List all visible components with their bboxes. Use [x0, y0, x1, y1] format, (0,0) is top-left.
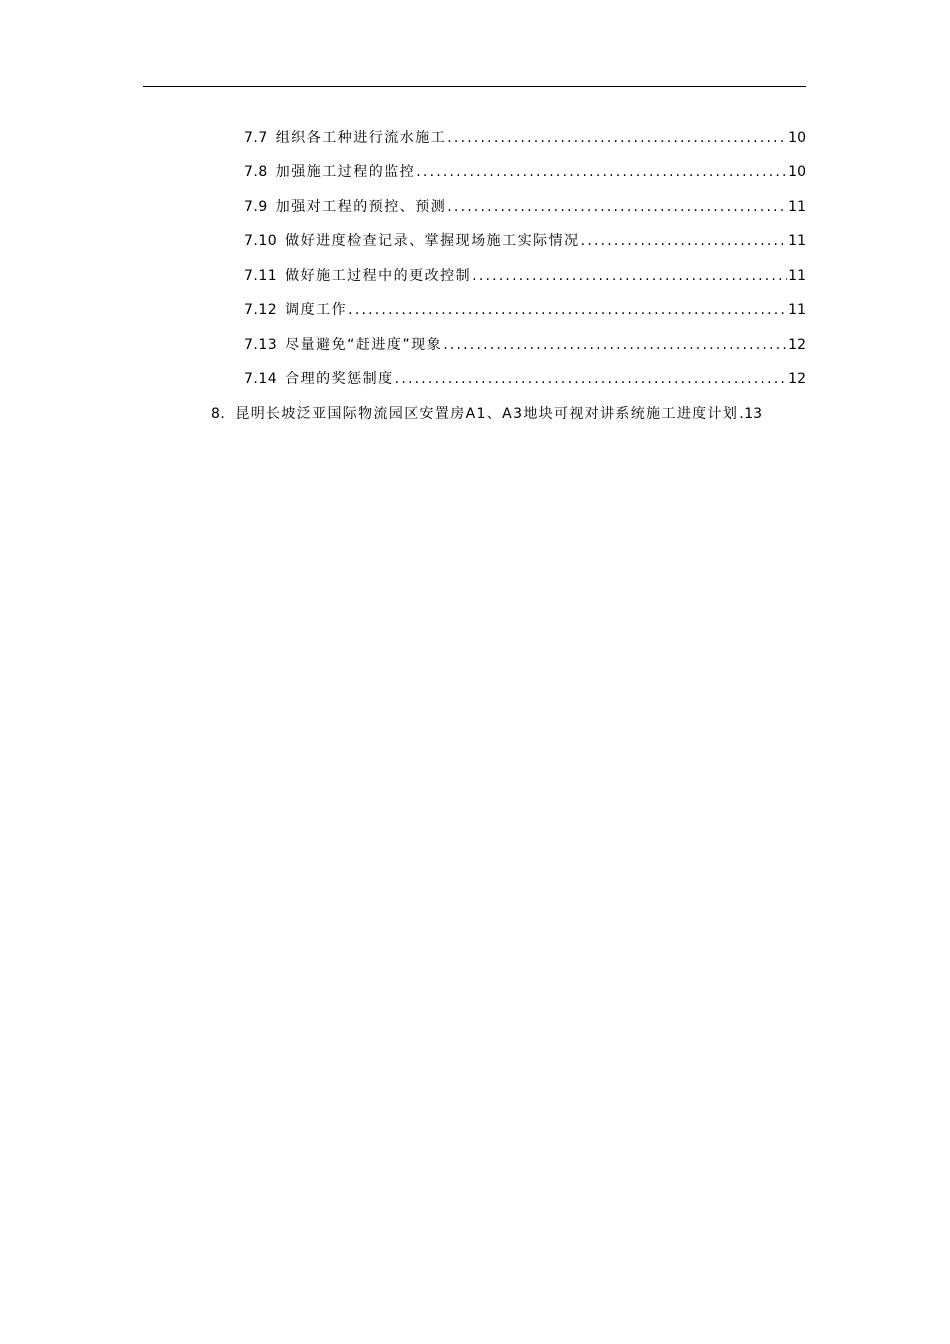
header-rule: [143, 86, 806, 87]
toc-entry[interactable]: [244, 299, 806, 321]
toc-entry-number: 7.9: [244, 199, 268, 215]
toc-entry-page: 10: [788, 164, 806, 180]
toc-entry-title: 做好施工过程中的更改控制: [285, 268, 472, 284]
toc-entry-number: 7.7: [244, 130, 268, 146]
toc-entry-title: 昆明长坡泛亚国际物流园区安置房A1、A3地块可视对讲系统施工进度计划: [235, 406, 739, 422]
toc-entry-number: 7.14: [244, 371, 278, 387]
toc-dot-leader: [348, 299, 787, 321]
toc-entry-title: 加强对工程的预控、预测: [275, 199, 447, 215]
toc-entry-page: 10: [788, 130, 806, 146]
toc-entry[interactable]: [244, 161, 806, 183]
toc-entry-title: 组织各工种进行流水施工: [275, 130, 447, 146]
toc-dot-leader: [581, 230, 788, 252]
toc-dot-leader: [416, 161, 787, 183]
toc-entry[interactable]: [244, 334, 806, 356]
toc-entry[interactable]: [211, 403, 806, 425]
toc-entry-number: 7.10: [244, 233, 278, 249]
toc-dot-leader: [447, 127, 787, 149]
toc-entry-title: 加强施工过程的监控: [275, 164, 416, 180]
toc-dot-leader: [739, 403, 743, 425]
toc-entry-page: 12: [788, 337, 806, 353]
toc-entry-title: 尽量避免“赶进度”现象: [285, 337, 443, 353]
toc-entry-page: 13: [744, 406, 763, 422]
toc-entry[interactable]: [244, 230, 806, 252]
toc-entry-number: 7.8: [244, 164, 268, 180]
toc-entry-page: 11: [788, 268, 806, 284]
toc-entry-title: 调度工作: [285, 302, 348, 318]
toc-entry[interactable]: [244, 368, 806, 390]
toc-dot-leader: [443, 334, 787, 356]
toc-entry-title: 做好进度检查记录、掌握现场施工实际情况: [285, 233, 580, 249]
toc-entry[interactable]: [244, 265, 806, 287]
toc-entry-page: 12: [788, 371, 806, 387]
toc-entry-page: 11: [788, 302, 806, 318]
toc-entry-page: 11: [788, 199, 806, 215]
toc-dot-leader: [395, 368, 788, 390]
toc-entry-number: 7.12: [244, 302, 278, 318]
toc-entry-number: 7.13: [244, 337, 278, 353]
toc-entry[interactable]: [244, 127, 806, 149]
toc-dot-leader: [472, 265, 787, 287]
toc-entry[interactable]: [244, 196, 806, 218]
toc-entry-number: 8.: [211, 406, 226, 422]
toc-entry-title: 合理的奖惩制度: [285, 371, 394, 387]
toc-entry-page: 11: [788, 233, 806, 249]
toc-dot-leader: [447, 196, 787, 218]
toc-entry-number: 7.11: [244, 268, 278, 284]
